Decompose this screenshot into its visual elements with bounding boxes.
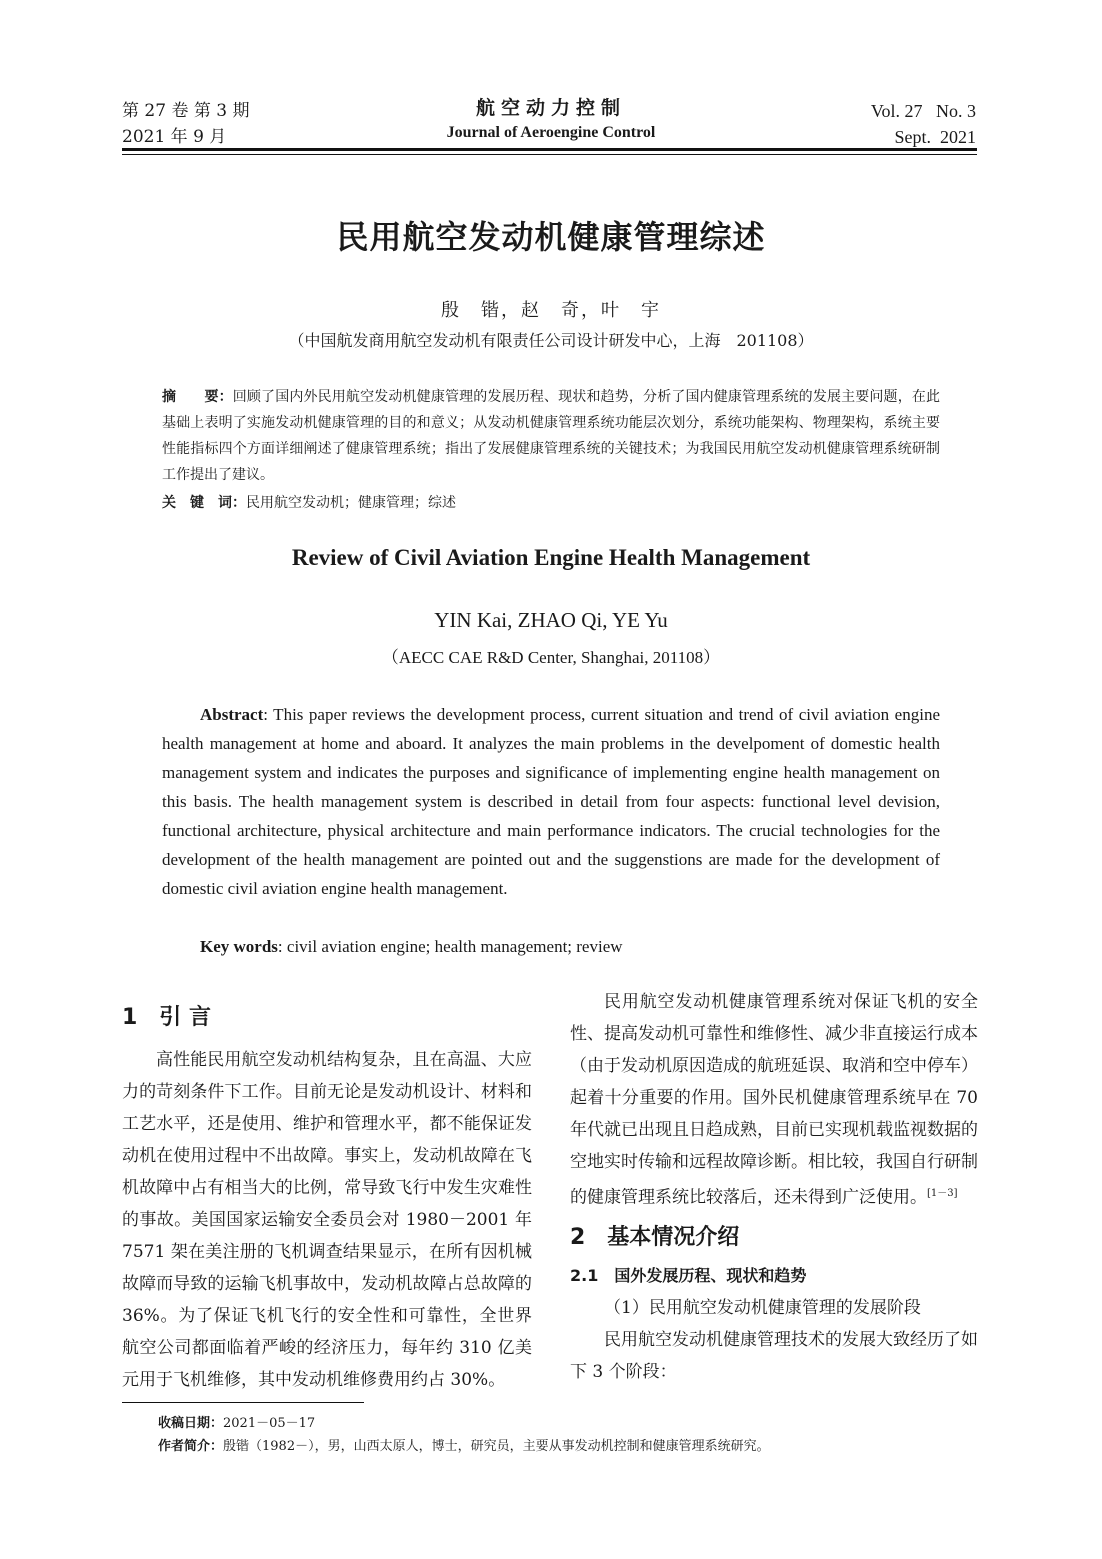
right-paragraph-1: [570, 986, 978, 1214]
abstract-cn-text: 回顾了国内外民用航空发动机健康管理的发展历程、现状和趋势，分析了国内健康管理系统的发展主要问题，在此基础上表明了实施发动机健康管理的目的和意义；从发动机健康管理系统功能层次划分，系统功能架构、物理架构，系统主要性能指标四个方面详细阐述了健康管理系统；指出了发展健康管理系统的关键技术；为我国民用航空发动机健康管理系统研制工作提出了建议。: [162, 389, 941, 483]
issue-info: [122, 98, 249, 150]
section-2-1-item: （1）民用航空发动机健康管理的发展阶段: [604, 1297, 921, 1318]
journal-name-en: Journal of Aeroengine Control: [446, 124, 656, 141]
right-paragraph-1-text: 民用航空发动机健康管理系统对保证飞机的安全性、提高发动机可靠性和维修性、减少非直接运行成本（由于发动机原因造成的航班延误、取消和空中停车）起着十分重要的作用。国外民机健康管理系统早在 70 年代就已出现且日趋成熟，目前已实现机载监视数据的空地实时传输和远程故障诊断。相比较，我国自行研制的健康管理系统比较落后，还未得到广泛使用。: [570, 992, 978, 1208]
authors-cn: 殷 锴，赵 奇，叶 宇: [441, 300, 661, 321]
keywords-en-text: : civil aviation engine; health management; review: [277, 937, 623, 956]
header-rule-thin: [122, 154, 977, 155]
section-1-heading: 1 引 言: [122, 1005, 211, 1030]
keywords-en-label: Key words: [200, 937, 278, 956]
volume-issue-en: Vol. 27 No. 3: [870, 101, 976, 121]
issue-date: 2021 年 9 月: [122, 127, 227, 147]
section-2-1-paragraph: 民用航空发动机健康管理技术的发展大致经历了如下 3 个阶段：: [570, 1329, 978, 1382]
citation: [1－3]: [927, 1188, 958, 1199]
section-1-paragraph: 高性能民用航空发动机结构复杂，且在高温、大应力的苛刻条件下工作。目前无论是发动机设计、材料和工艺水平，还是使用、维护和管理水平，都不能保证发动机在使用过程中不出故障。事实上，发动机故障在飞机故障中占有相当大的比例，常导致飞行中发生灾难性的事故。美国国家运输安全委员会对 1980－2001 年 7571 架在美注册的飞机调查结果显示，在所有因机械故障而导致的运输飞机事故中，发动机故障占总故障的 36%。为了保证飞机飞行的安全性和可靠性，全世界航空公司都面临着严峻的经济压力，每年约 310 亿美元用于飞机维修，其中发动机维修费用约占 30%。: [122, 1050, 532, 1390]
issue-date-en: Sept. 2021: [894, 127, 976, 147]
abstract-en-label: Abstract: [200, 705, 264, 724]
author-bio-value: 殷锴（1982－），男，山西太原人，博士，研究员，主要从事发动机控制和健康管理系统研究。: [223, 1439, 770, 1454]
paper-title-cn: 民用航空发动机健康管理综述: [336, 218, 766, 256]
volume-issue: 第 27 卷 第 3 期: [122, 101, 250, 121]
received-date: [158, 1412, 978, 1435]
abstract-cn-label: 摘 要：: [162, 389, 233, 405]
journal-name: [401, 94, 701, 144]
author-bio: [158, 1435, 978, 1458]
abstract-en-text: : This paper reviews the development process, current situation and trend of civil aviation engine health management at home and aboard. It analyzes the main problems in the develpoment of domestic health management system and indicates the purposes and significance of implementing engine health management on this basis. The health management system is described in detail from four aspects: functional level devision, functional architecture, physical architecture and main performance indicators. The crucial technologies for the development of the health management are pointed out and the suggenstions are made for the development of domestic civil aviation engine health management.: [162, 705, 940, 898]
author-bio-label: 作者简介：: [158, 1439, 224, 1454]
keywords-cn: [162, 490, 940, 516]
received-date-label: 收稿日期：: [158, 1416, 224, 1431]
received-date-value: 2021－05－17: [223, 1416, 316, 1431]
authors-en: YIN Kai, ZHAO Qi, YE Yu: [434, 608, 668, 632]
footnote-rule: [122, 1402, 364, 1403]
affiliation-cn: （中国航发商用航空发动机有限责任公司设计研发中心，上海 201108）: [288, 331, 814, 350]
issue-info-en: [871, 98, 976, 150]
section-2-1-heading: 2.1 国外发展历程、现状和趋势: [570, 1265, 807, 1285]
keywords-cn-label: 关 键 词：: [162, 495, 246, 511]
keywords-en: [200, 932, 940, 961]
journal-name-cn: 航空动力控制: [475, 97, 626, 119]
paper-title-en: Review of Civil Aviation Engine Health Management: [291, 545, 811, 570]
affiliation-en: （AECC CAE R&D Center, Shanghai, 201108）: [381, 648, 721, 667]
left-column: [122, 1000, 532, 1396]
footnotes: [158, 1412, 978, 1458]
abstract-cn: [162, 384, 940, 488]
section-2-heading: 2 基本情况介绍: [570, 1224, 740, 1250]
header-rule-thick: [122, 148, 977, 151]
right-column: [570, 986, 978, 1388]
abstract-en: [162, 700, 940, 903]
keywords-cn-text: 民用航空发动机；健康管理；综述: [246, 495, 456, 511]
